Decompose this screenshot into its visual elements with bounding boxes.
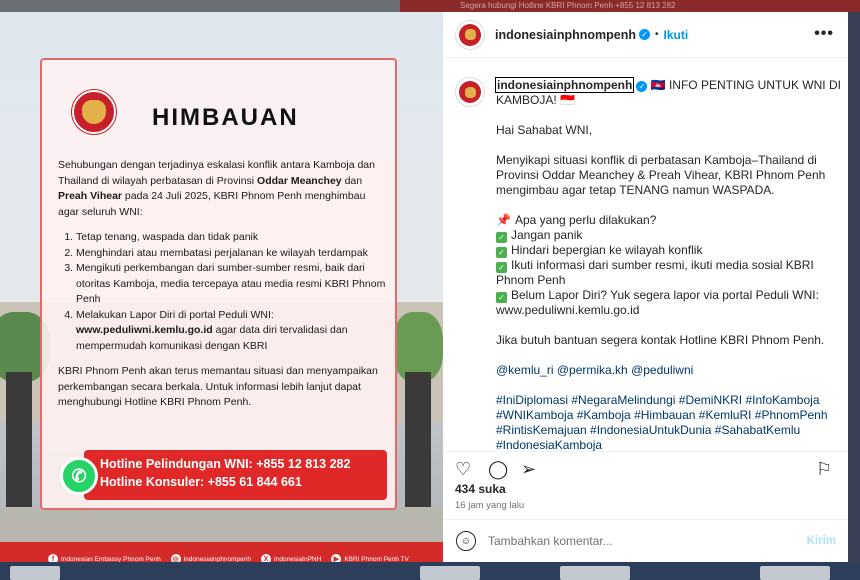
notice-list [76,230,388,354]
whatsapp-icon: ✆ [60,457,98,495]
image-pillar [6,372,32,507]
send-comment-button[interactable]: Kirim [806,535,836,547]
footer-tv: ▶ KBRI Phnom Penh TV [331,554,409,562]
background-side [846,12,860,580]
follow-button[interactable]: Ikuti [663,27,689,42]
notice-list-item: 1. Tetap tenang, waspada dan tidak panik [76,230,388,246]
caption-headline: indonesiainphnompenh ✓ 🇰🇭 INFO PENTING UNTUK WNI DI KAMBOJA! 🇮🇩 [496,78,841,107]
notice-list-item: 4. Melakukan Lapor Diri di portal Peduli WNI: www.peduliwni.kemlu.go.id agar data diri tervalidasi dan mempermudah komunikasi dengan KBRI [76,308,388,355]
check-icon: ✓ [496,232,507,243]
hotline-consular: Hotline Konsuler: +855 61 844 661 [100,475,302,489]
caption-paragraph: Menyikapi situasi konflik di perbatasan Kamboja–Thailand di Provinsi Oddar Meanchey & Preah Vihear, KBRI Phnom Penh mengimbau agar tetap TENANG namun WASPADA. [496,153,826,197]
background-banner [400,0,860,12]
more-options-icon[interactable]: ••• [814,25,834,42]
notice-list-item: 3. Mengikuti perkembangan dari sumber-sumber resmi, baik dari otoritas Kamboja, media tercepaya atau media resmi KBRI Phnom Penh [76,261,388,308]
verified-badge-icon: ✓ [639,29,650,40]
post-actions [443,451,848,483]
header-username[interactable]: indonesiainphnompenh [495,27,636,42]
image-pillar [405,372,431,507]
avatar[interactable] [455,20,485,50]
caption-username[interactable]: indonesiainphnompenh [497,78,633,92]
caption-avatar[interactable] [455,77,485,107]
check-icon: ✓ [496,247,507,258]
save-bookmark-icon[interactable]: ⚐ [816,459,833,479]
pin-icon: 📌 [496,213,511,227]
comment-bubble-icon[interactable]: ◯ [488,459,509,479]
caption-greeting: Hai Sahabat WNI, [496,123,593,137]
share-send-icon[interactable]: ➢ [521,459,537,479]
comment-bar [443,519,848,562]
caption-hashtags[interactable]: #IniDiplomasi #NegaraMelindungi #DemiNKRI #InfoKamboja #WNIKamboja #Kamboja #Himbauan #KemluRI #PhnomPenh #RintisKemajuan #IndonesiaUntukDunia #SahabatKemlu #IndonesiaKamboja [496,393,828,451]
footer-facebook: f Indonesian Embassy Phnom Penh [48,554,161,562]
image-ground [0,507,443,542]
like-heart-icon[interactable]: ♡ [455,459,472,479]
hotline-protection: Hotline Pelindungan WNI: +855 12 813 282 [100,457,351,471]
notice-title: HIMBAUAN [152,104,299,131]
notice-closing: KBRI Phnom Penh akan terus memantau situasi dan menyampaikan perkembangan secara berkala. Untuk informasi lebih lanjut dapat menghubungi Hotline KBRI Phnom Penh. [58,365,378,408]
post-image [0,12,443,562]
garuda-emblem-icon [72,90,116,134]
footer-instagram: ◎ indonesiainphnompenh [172,555,251,562]
background-bottom [0,562,860,580]
emoji-icon[interactable]: ☺ [456,531,476,551]
background-banner-text: Segera hubungi Hotline KBRI Phnom Penh +855 12 813 282 [460,1,676,10]
instagram-icon: ◎ [172,556,179,562]
caption-scroll[interactable] [443,59,848,451]
hotline-box [84,450,387,500]
x-icon: X [261,554,271,562]
post-panel [443,12,848,562]
caption-mentions[interactable]: @kemlu_ri @permika.kh @peduliwni [496,363,694,377]
tv-icon: ▶ [331,554,341,562]
caption-checklist: 📌 Apa yang perlu dilakukan? ✓ Jangan panik ✓ Hindari bepergian ke wilayah konflik ✓ Ikuti informasi dari sumber resmi, ikuti media sosial KBRI Phnom Penh ✓ Belum Lapor Diri? Yuk segera lapor via portal Peduli WNI: www.peduliwni.kemlu.go.id [496,213,819,317]
check-icon: ✓ [496,292,507,303]
image-footer [0,542,443,562]
verified-badge-icon: ✓ [636,81,647,92]
facebook-icon: f [48,554,58,562]
notice-intro: Sehubungan dengan terjadinya eskalasi konflik antara Kamboja dan Thailand di wilayah perbatasan di Provinsi Oddar Meanchey dan Preah Vihear pada 24 Juli 2025, KBRI Phnom Penh menghimbau agar seluruh WNI: [58,159,375,218]
separator-dot: • [654,29,659,40]
comment-input[interactable] [488,534,788,548]
notice-list-item: 2. Menghindari atau membatasi perjalanan ke wilayah terdampak [76,246,388,262]
post-header [443,12,848,58]
caption [496,78,841,451]
like-count[interactable]: 434 suka [455,482,506,496]
notice-body [58,158,388,421]
check-icon: ✓ [496,262,507,273]
notice-card [40,58,397,510]
caption-hotline: Jika butuh bantuan segera kontak Hotline KBRI Phnom Penh. [496,333,825,347]
footer-x: X IndonesiaInPNH [261,554,321,562]
post-timestamp[interactable]: 16 jam yang lalu [455,500,525,511]
